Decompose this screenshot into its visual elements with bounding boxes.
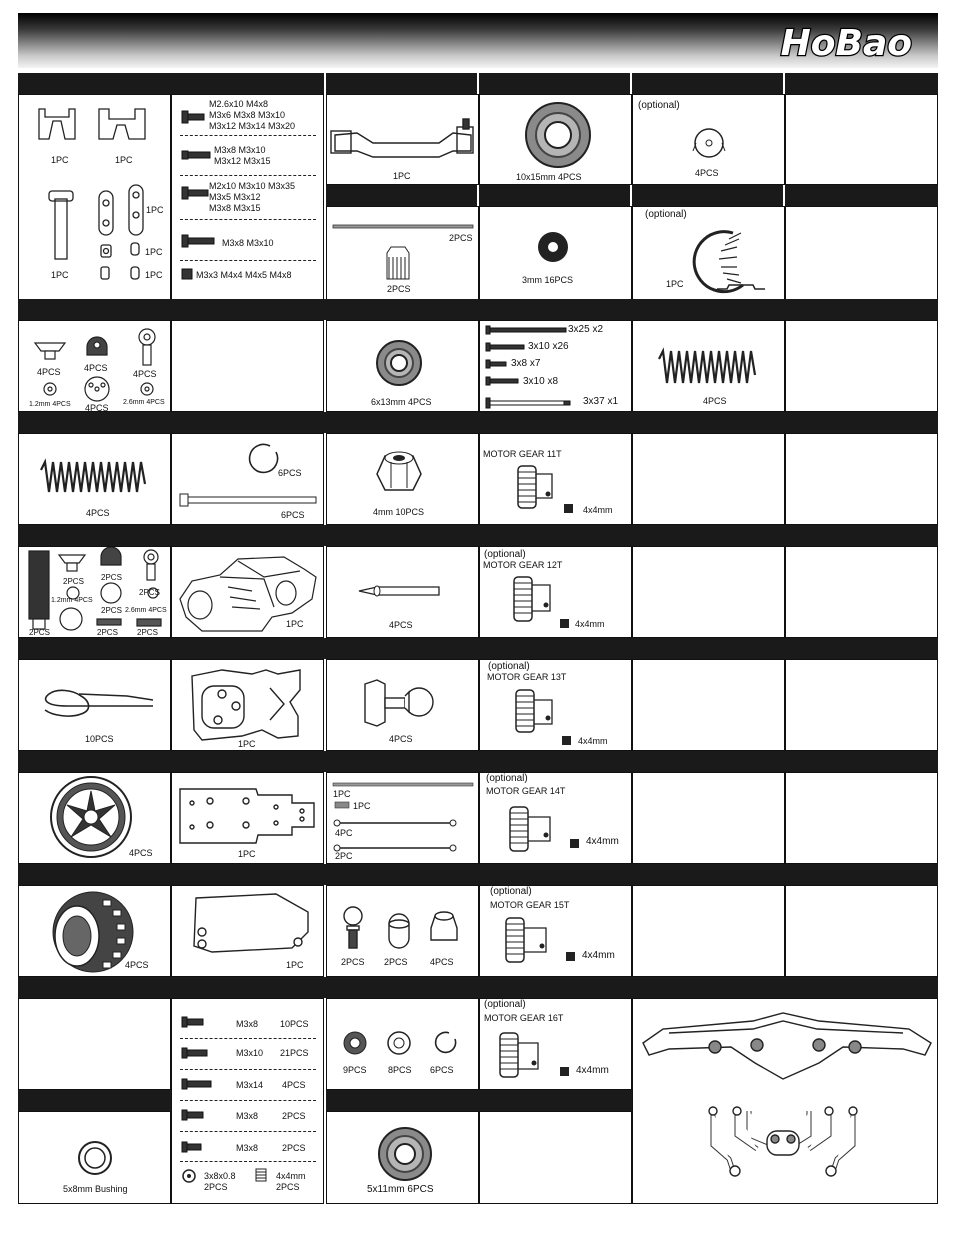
- screw-size-line: M3x3 M4x4 M4x5 M4x8: [196, 270, 292, 280]
- empty-cell: [632, 772, 785, 864]
- qty-label: 2.6mm 4PCS: [123, 399, 165, 406]
- part-cell-motor-gear-13t: [479, 659, 632, 751]
- washer-size: 3x8x0.8: [204, 1171, 236, 1181]
- washer-qty: 2PCS: [204, 1182, 228, 1192]
- screw-qty: 2PCS: [282, 1111, 306, 1121]
- part-cell-shafts-and-turnbuckles: [326, 772, 479, 864]
- section-header-bar: [18, 751, 938, 772]
- divider: [180, 175, 316, 176]
- empty-cell: [18, 998, 171, 1090]
- divider: [180, 1069, 316, 1070]
- optional-label: (optional): [484, 999, 526, 1010]
- part-cell-shock-rebuild: [18, 546, 171, 638]
- qty-label: 4PCS: [84, 363, 108, 373]
- empty-cell: [632, 885, 785, 977]
- screw-qty: 2PCS: [282, 1143, 306, 1153]
- part-cell-bearing-10x15: [479, 94, 632, 185]
- part-cell-motor-gear-15t: [479, 885, 632, 977]
- divider: [180, 1100, 316, 1101]
- pin-size-label: 3x10 x8: [523, 376, 559, 387]
- part-cell-pins: [479, 320, 632, 412]
- section-header-bar: [18, 412, 938, 433]
- hobao-logo: [736, 17, 916, 65]
- pin-size-label: 3x25 x2: [568, 324, 604, 335]
- qty-label: 1PC: [238, 739, 256, 749]
- optional-label: (optional): [488, 661, 530, 672]
- screw-size-line: M2.6x10 M4x8: [209, 99, 269, 109]
- part-cell-nuts-washers-clips: [326, 998, 479, 1090]
- screw-size: M3x14: [236, 1080, 264, 1090]
- gear-title: MOTOR GEAR 14T: [486, 786, 566, 796]
- qty-label: 6PCS: [430, 1065, 454, 1075]
- qty-label: 2PCS: [139, 588, 160, 597]
- screw-size-line: M3x8 M3x15: [209, 203, 261, 213]
- screw-size: M3x8: [236, 1019, 259, 1029]
- gear-title: MOTOR GEAR 13T: [487, 672, 567, 682]
- screw-size-line: M3x12 M3x14 M3x20: [209, 121, 296, 131]
- qty-label: 4PCS: [430, 957, 454, 967]
- divider: [180, 260, 316, 261]
- part-cell-motor-gear-12t: [479, 546, 632, 638]
- qty-label: 4PCS: [389, 734, 413, 744]
- pin-size-label: 3x8 x7: [511, 358, 541, 369]
- screw-size-line: M2x10 M3x10 M3x35: [209, 181, 296, 191]
- empty-cell: [785, 659, 938, 751]
- section-header-bar: [479, 73, 630, 94]
- qty-label: 1PC: [353, 801, 371, 811]
- qty-label: 6x13mm 4PCS: [371, 397, 432, 407]
- qty-label: 1PC: [333, 789, 351, 799]
- divider: [180, 1161, 316, 1162]
- screw-qty: 10PCS: [280, 1019, 309, 1029]
- grub-qty: 2PCS: [276, 1182, 300, 1192]
- empty-cell: [479, 1111, 632, 1204]
- pinion-gear-icon: [480, 886, 632, 977]
- qty-label: 4x4mm: [575, 619, 605, 629]
- qty-label: 4mm 10PCS: [373, 507, 425, 517]
- screw-size-line: M3x8 M3x10: [222, 238, 274, 248]
- section-header-bar: [18, 1090, 171, 1111]
- part-cell-body-shell: [171, 546, 324, 638]
- empty-cell: [785, 320, 938, 412]
- qty-label: 2PCS: [97, 628, 118, 637]
- part-cell-optional-motor-heatsink: [632, 206, 785, 300]
- part-cell-bumper-assembly: [632, 998, 938, 1204]
- part-cell-wheels: [18, 772, 171, 864]
- screw-size-line: M3x12 M3x15: [214, 156, 271, 166]
- qty-label: 4x4mm: [583, 505, 613, 515]
- qty-label: 4PC: [335, 828, 353, 838]
- part-cell-shock-parts: [18, 320, 171, 412]
- qty-label: 2PCS: [101, 606, 122, 615]
- empty-cell: [785, 94, 938, 185]
- part-cell-motor-gear-14t: [479, 772, 632, 864]
- qty-label: 2PCS: [101, 573, 122, 582]
- part-cell-screw-bag: [171, 998, 324, 1204]
- qty-label: 1PC: [115, 155, 133, 165]
- section-header-bar: [18, 525, 938, 546]
- part-cell-wheel-hex: [326, 546, 479, 638]
- part-cell-servo-mounts: [18, 94, 171, 300]
- pinion-gear-icon: [480, 660, 632, 751]
- empty-cell: [632, 659, 785, 751]
- nut-washer-clip-icons: [327, 999, 479, 1090]
- part-cell-chassis-plate: [171, 772, 324, 864]
- screw-size-line: M3x8 M3x10: [214, 145, 266, 155]
- qty-label: 4PCS: [85, 403, 109, 412]
- qty-label: 2PCS: [29, 628, 50, 637]
- screw-size: M3x10: [236, 1048, 264, 1058]
- qty-label: 1.2mm 4PCS: [29, 401, 71, 408]
- part-cell-plate: [171, 885, 324, 977]
- qty-label: 4x4mm: [576, 1065, 609, 1076]
- qty-label: 2PCS: [63, 577, 84, 586]
- pin-size-label: 3x37 x1: [583, 396, 619, 407]
- section-header-bar: [326, 185, 477, 206]
- part-cell-ball-studs: [326, 659, 479, 751]
- qty-label: 1PC: [286, 960, 304, 970]
- part-cell-body-clips: [18, 659, 171, 751]
- bumper-icon: [633, 999, 938, 1204]
- qty-label: 4PCS: [703, 396, 727, 406]
- section-header-bar: [785, 73, 938, 94]
- screw-size-line: M3x5 M3x12: [209, 192, 261, 202]
- qty-label: 2PCS: [341, 957, 365, 967]
- motor-mount-icon: [172, 660, 324, 751]
- part-cell-bushing: [18, 1111, 171, 1204]
- part-cell-springs: [18, 433, 171, 525]
- grub-size: 4x4mm: [276, 1171, 306, 1181]
- empty-cell: [785, 206, 938, 300]
- section-header-bar: [326, 1090, 632, 1111]
- pinion-gear-icon: [480, 999, 632, 1090]
- empty-cell: [632, 546, 785, 638]
- section-header-bar: [18, 73, 324, 94]
- qty-label: 4PCS: [37, 367, 61, 377]
- qty-label: 1PC: [393, 171, 411, 181]
- qty-label: 10PCS: [85, 734, 114, 744]
- section-header-bar: [785, 185, 938, 206]
- section-header-bar: [632, 185, 783, 206]
- section-header-bar: [479, 185, 630, 206]
- empty-cell: [785, 772, 938, 864]
- section-header-bar: [632, 73, 783, 94]
- screw-qty: 4PCS: [282, 1080, 306, 1090]
- optional-label: (optional): [486, 773, 528, 784]
- part-cell-motor-gear-16t: [479, 998, 632, 1090]
- part-cell-clips-and-rods: [171, 433, 324, 525]
- section-header-bar: [18, 299, 938, 320]
- optional-label: (optional): [490, 886, 532, 897]
- qty-label: 4PCS: [695, 168, 719, 178]
- pin-size-label: 3x10 x26: [528, 341, 569, 352]
- qty-label: 4PCS: [389, 620, 413, 630]
- qty-label: 4PCS: [86, 508, 110, 518]
- heatsink-icon: [633, 207, 785, 300]
- screw-size-line: M3x6 M3x8 M3x10: [209, 110, 286, 120]
- qty-label: 2PCS: [449, 233, 473, 243]
- pinion-gear-icon: [480, 547, 632, 638]
- gear-title: MOTOR GEAR 11T: [483, 449, 562, 459]
- qty-label: 4PCS: [133, 369, 157, 379]
- qty-label: 1PC: [666, 279, 684, 289]
- qty-label: 2PCS: [384, 957, 408, 967]
- qty-label: 1PC: [145, 270, 163, 280]
- part-cell-tires: [18, 885, 171, 977]
- qty-label: 1PC: [286, 619, 304, 629]
- part-cell-ball-ends: [326, 885, 479, 977]
- section-header-bar: [18, 638, 938, 659]
- divider: [180, 1131, 316, 1132]
- empty-cell: [171, 320, 324, 412]
- qty-label: 4x4mm: [586, 836, 619, 847]
- gear-title: MOTOR GEAR 15T: [490, 900, 570, 910]
- qty-label: 4x4mm: [578, 736, 608, 746]
- qty-label: 5x8mm Bushing: [63, 1184, 128, 1194]
- qty-label: 1PC: [51, 155, 69, 165]
- qty-label: 2PCS: [387, 284, 411, 294]
- qty-label: 6PCS: [281, 510, 305, 520]
- part-cell-motor-gear-11t: [479, 433, 632, 525]
- header-banner: [18, 13, 938, 68]
- qty-label: 2.6mm 4PCS: [125, 607, 167, 614]
- gear-title: MOTOR GEAR 12T: [483, 560, 563, 570]
- empty-cell: [785, 885, 938, 977]
- part-cell-motor-mount: [171, 659, 324, 751]
- optional-label: (optional): [484, 549, 526, 560]
- part-cell-shaft-and-pinion: [326, 206, 479, 300]
- washer-icon: [480, 207, 632, 300]
- qty-label: 1PC: [145, 247, 163, 257]
- pinion-gear-icon: [480, 773, 632, 864]
- divider: [180, 1038, 316, 1039]
- section-header-bar: [18, 864, 938, 885]
- part-cell-lock-nuts: [326, 433, 479, 525]
- empty-cell: [785, 433, 938, 525]
- qty-label: 8PCS: [388, 1065, 412, 1075]
- part-cell-bearing-6x13: [326, 320, 479, 412]
- screw-size: M3x8: [236, 1143, 259, 1153]
- qty-label: 5x11mm 6PCS: [367, 1184, 434, 1195]
- screw-qty: 21PCS: [280, 1048, 309, 1058]
- qty-label: 1PC: [146, 205, 164, 215]
- qty-label: 4x4mm: [582, 950, 615, 961]
- part-cell-bearing-5x11: [326, 1111, 479, 1204]
- qty-label: 4PCS: [125, 960, 149, 970]
- empty-cell: [632, 433, 785, 525]
- qty-label: 1PC: [51, 270, 69, 280]
- qty-label: 9PCS: [343, 1065, 367, 1075]
- gear-title: MOTOR GEAR 16T: [484, 1013, 564, 1023]
- divider: [180, 219, 316, 220]
- qty-label: 1PC: [238, 849, 256, 859]
- part-cell-chassis-brace: [326, 94, 479, 185]
- part-cell-washer-3mm: [479, 206, 632, 300]
- part-cell-springs: [632, 320, 785, 412]
- screw-size: M3x8: [236, 1111, 259, 1121]
- qty-label: 6PCS: [278, 468, 302, 478]
- qty-label: 2PC: [335, 851, 353, 861]
- divider: [180, 135, 316, 136]
- part-cell-screw-assortment: [171, 94, 324, 300]
- qty-label: 3mm 16PCS: [522, 275, 574, 285]
- section-header-bar: [18, 977, 938, 998]
- qty-label: 10x15mm 4PCS: [516, 172, 582, 182]
- qty-label: 1.2mm 4PCS: [51, 597, 93, 604]
- optional-label: (optional): [638, 100, 680, 111]
- svg-text:HoBao: HoBao: [780, 23, 912, 64]
- section-header-bar: [326, 73, 477, 94]
- empty-cell: [785, 546, 938, 638]
- part-cell-optional-washer: [632, 94, 785, 185]
- qty-label: 4PCS: [129, 848, 153, 858]
- optional-label: (optional): [645, 209, 687, 220]
- qty-label: 2PCS: [137, 628, 158, 637]
